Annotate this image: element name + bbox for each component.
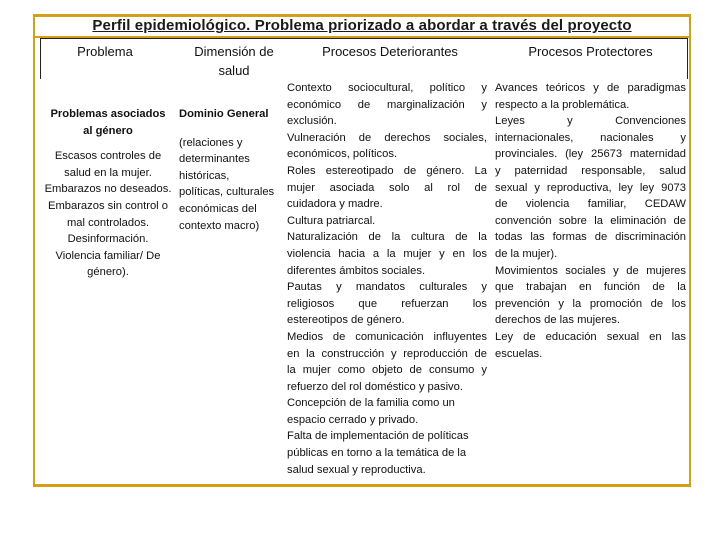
deteriorantes-line: económicos, políticos. — [287, 148, 398, 161]
problema-line: Embarazos no deseados. — [44, 183, 172, 196]
deteriorantes-line: Vulneración de derechos sociales, — [287, 131, 487, 144]
dimension-line: históricas, — [179, 169, 230, 182]
protectores-line: de la mujer). — [495, 247, 558, 260]
protectores-line: prevención y la promoción de los — [495, 297, 686, 310]
problema-line: salud en la mujer. — [64, 166, 152, 179]
deteriorantes-line: religiosos que refuerzan los — [287, 297, 487, 310]
dimension-list — [179, 135, 289, 235]
dimension-line: políticas, culturales — [179, 186, 275, 199]
deteriorantes-line: públicas en torno a la temática de la — [287, 447, 467, 460]
frame-bottom-border — [33, 484, 691, 487]
frame-left-border — [33, 14, 35, 486]
protectores-line: Avances teóricos y de paradigmas — [495, 82, 686, 94]
dimension-line: (relaciones y — [179, 136, 243, 149]
frame-right-border — [689, 14, 691, 486]
problema-list — [38, 148, 178, 281]
protectores-line: respecto a la problemática. — [495, 98, 630, 111]
protectores-list — [495, 80, 686, 362]
protectores-line: Movimientos sociales y de mujeres — [495, 264, 686, 277]
deteriorantes-line: Concepción de la familia como un — [287, 397, 455, 410]
problema-line: género). — [87, 266, 129, 279]
protectores-line: de violencia familiar, CEDAW — [495, 198, 686, 211]
deteriorantes-line: mujer asociada solo al rol de — [287, 181, 487, 194]
dimension-line: contexto macro) — [179, 219, 260, 232]
deteriorantes-line: espacio cerrado y privado. — [287, 413, 419, 426]
header-dimension — [182, 42, 286, 80]
deteriorantes-line: refuerzo del rol doméstico y pasivo. — [287, 380, 463, 393]
page-title: Perfil epidemiológico. Problema priorizado a abordar a través del proyecto — [92, 17, 632, 34]
protectores-line: sexual y reproductiva, ley ley 9073 — [495, 181, 686, 194]
header-dimension-line1: Dimensión de — [194, 44, 274, 59]
header-dimension-line2: salud — [218, 63, 250, 78]
dimension-gap — [179, 123, 289, 135]
protectores-line: Leyes y Convenciones — [495, 115, 686, 128]
deteriorantes-line: Medios de comunicación influyentes — [287, 330, 487, 343]
dimension-heading: Dominio General — [179, 108, 269, 120]
deteriorantes-line: salud sexual y reproductiva. — [287, 463, 426, 476]
protectores-line: internacionales, nacionales y — [495, 131, 686, 144]
protectores-line: provinciales. (ley 25673 maternidad — [495, 148, 686, 161]
deteriorantes-line: la mujer como objeto de consumo y — [287, 364, 487, 377]
deteriorantes-line: económico de marginalización y — [287, 98, 487, 111]
deteriorantes-line: violencia hacia a la mujer y en los — [287, 247, 487, 260]
deteriorantes-line: Contexto sociocultural, político y — [287, 82, 487, 94]
problema-heading-line2: al género — [83, 124, 133, 137]
protectores-line: todas las formas de discriminación — [495, 231, 686, 244]
problema-gap — [38, 139, 178, 148]
deteriorantes-line: Roles estereotipado de género. La — [287, 164, 487, 177]
protectores-line: escuelas. — [495, 347, 543, 360]
protectores-line: derechos de las mujeres. — [495, 314, 620, 327]
deteriorantes-line: cuidadora y madre. — [287, 198, 383, 211]
problema-line: Desinformación. — [67, 233, 149, 246]
header-protectores: Procesos Protectores — [528, 44, 653, 59]
deteriorantes-line: exclusión. — [287, 115, 337, 128]
problema-line: Embarazos sin control o — [47, 199, 168, 212]
protectores-column — [495, 80, 686, 362]
protectores-line: que trabajan en función de la — [495, 281, 686, 294]
dimension-line: determinantes — [179, 153, 250, 166]
problema-line: mal controlados. — [66, 216, 150, 229]
protectores-line: y paternidad responsable, salud — [495, 164, 686, 177]
deteriorantes-line: Pautas y mandatos culturales y — [287, 281, 487, 294]
header-deteriorantes: Procesos Deteriorantes — [322, 44, 458, 59]
dimension-column — [179, 106, 289, 234]
problema-line: Escasos controles de — [54, 150, 162, 163]
dimension-line: económicas del — [179, 202, 257, 215]
protectores-line: convención sobre la eliminación de — [495, 214, 686, 227]
deteriorantes-line: estereotipos de género. — [287, 314, 405, 327]
problema-column — [38, 106, 178, 281]
deteriorantes-line: diferentes ámbitos sociales. — [287, 264, 426, 277]
deteriorantes-list — [287, 80, 487, 478]
deteriorantes-line: Falta de implementación de políticas — [287, 430, 469, 443]
problema-line: Violencia familiar/ De — [55, 249, 161, 262]
deteriorantes-line: en la construcción y reproducción de — [287, 347, 487, 360]
deteriorantes-line: Cultura patriarcal. — [287, 214, 376, 227]
header-problema: Problema — [77, 44, 133, 59]
deteriorantes-column — [287, 80, 487, 478]
protectores-line: Ley de educación sexual en las — [495, 330, 686, 343]
problema-heading-line1: Problemas asociados — [50, 108, 166, 120]
deteriorantes-line: Naturalización de la cultura de la — [287, 231, 487, 244]
